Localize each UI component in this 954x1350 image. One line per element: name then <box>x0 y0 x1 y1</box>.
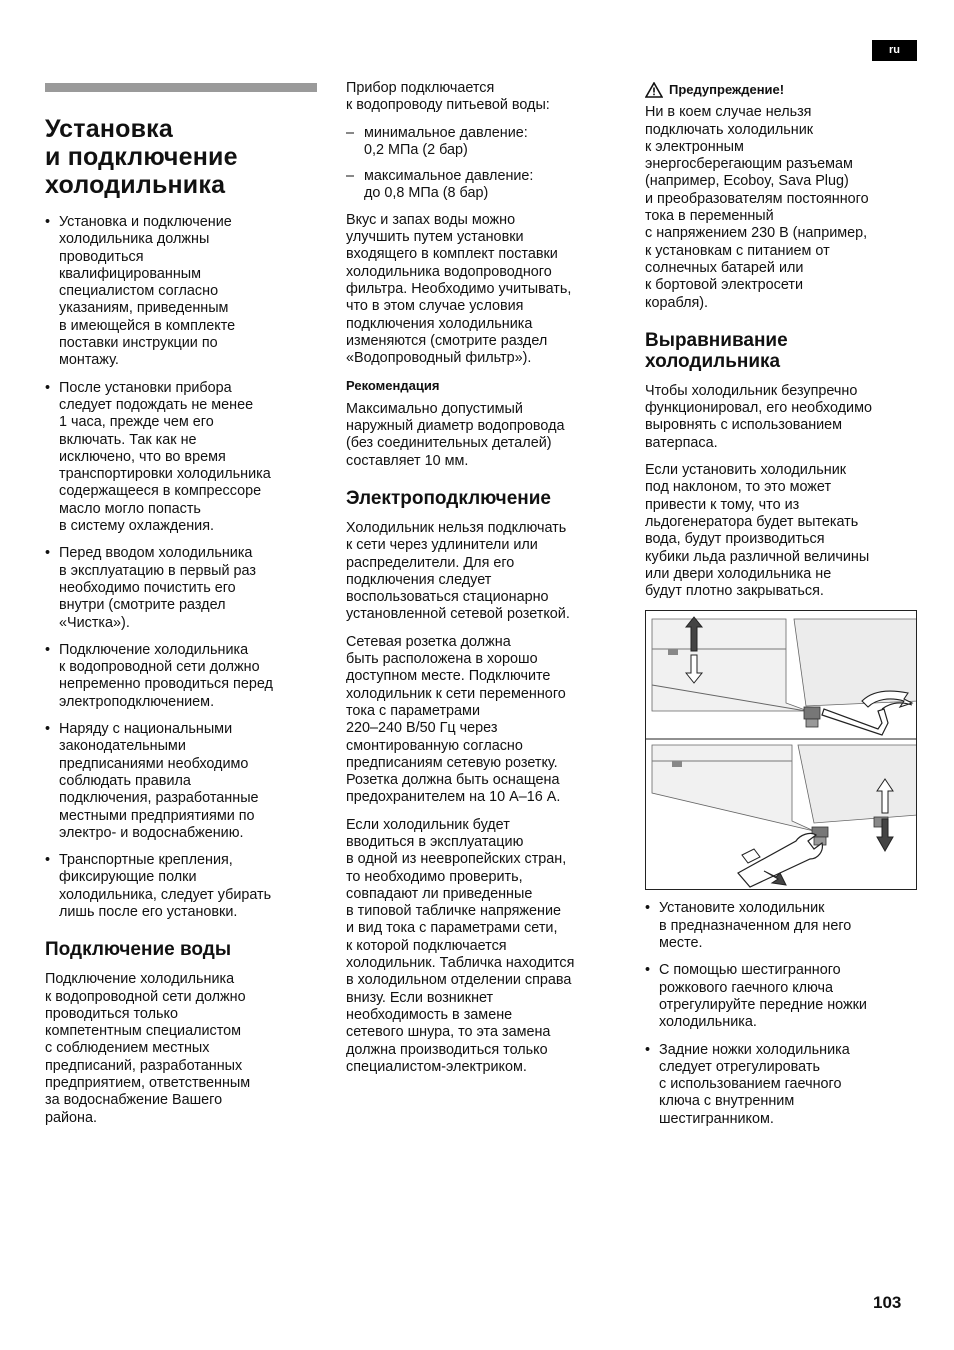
page-title: Установка и подключение холодильника <box>45 115 238 199</box>
warning-header <box>645 81 919 98</box>
warning-label: Предупреждение! <box>669 82 785 97</box>
language-badge: ru <box>872 40 917 61</box>
list-item: • Подключение холодильника к водопроводной сети должно непременно проводиться перед электроподключением. <box>45 642 317 711</box>
list-item: • Наряду с национальными законодательными предписаниями необходимо соблюдать правила подключения, разработанные местными предприятиями по электро- и водоснабжению. <box>45 721 317 842</box>
water-connection-text: Подключение холодильника к водопроводной сети должно проводиться только компетентным специалистом с соблюдением местных предписаний, разработанных предприятием, ответственным за водоснабжение Вашего района. <box>45 971 251 1126</box>
list-item: • Установите холодильник в предназначенном для него месте. <box>645 900 919 952</box>
recommendation-text: Максимально допустимый наружный диаметр водопровода (без соединительных деталей) составляет 10 мм. <box>346 400 565 469</box>
water-supply-intro: Прибор подключается к водопроводу питьевой воды: <box>346 80 550 114</box>
electrical-text-3: Если холодильник будет вводиться в эксплуатацию в одной из неевропейских стран, то необходимо проверить, совпадают ли приведенные в типовой табличке напряжение и вид тока с параметрами сети, к которой подключается холодильник. Табличка находится в холодильном отделении справа внизу. Если возникнет необходимость в замене сетевого шнура, то эта замена должна производиться только специалистом-электриком. <box>346 816 575 1075</box>
electrical-connection-heading: Электроподключение <box>346 487 551 509</box>
electrical-text-1: Холодильник нельзя подключать к сети через удлинители или распределители. Для его подключения следует воспользоваться стационарно установленной сетевой розеткой. <box>346 519 570 623</box>
list-item: • С помощью шестигранного рожкового гаечного ключа отрегулируйте передние ножки холодильника. <box>645 962 919 1031</box>
recommendation-label: Рекомендация <box>346 378 440 394</box>
electrical-text-2: Сетевая розетка должна быть расположена в хорошо доступном месте. Подключите холодильник к сети переменного тока с параметрами 220–240 В/50 Гц через смонтированную согласно предписаниям сетевую розетку. Розетка должна быть оснащена предохранителем на 10 А–16 А. <box>346 633 566 806</box>
front-feet-panel <box>646 611 917 739</box>
column-middle <box>346 80 620 1086</box>
leveling-text-1: Чтобы холодильник безупречно функционировал, его необходимо выровнять с использованием ватерпаса. <box>645 382 872 451</box>
leveling-text-2: Если установить холодильник под наклоном, то это может привести к тому, что из льдогенератора будет вытекать вода, будут производиться кубики льда различной величины или двери холодильника не будут плотно закрываться. <box>645 462 870 600</box>
leveling-heading: Выравнивание холодильника <box>645 329 788 372</box>
leveling-illustration <box>645 610 917 890</box>
column-right <box>645 80 919 1138</box>
list-item: • Транспортные крепления, фиксирующие полки холодильника, следует убирать лишь после его установки. <box>45 852 317 921</box>
list-item: – минимальное давление: 0,2 МПа (2 бар) <box>346 125 620 160</box>
column-left <box>45 80 317 1137</box>
water-filter-text: Вкус и запах воды можно улучшить путем установки входящего в комплект поставки холодильника водопроводного фильтра. Необходимо учитывать, что в этом случае условия подключения холодильника изменяются (смотрите раздел «Водопроводный фильтр»). <box>346 211 572 367</box>
water-connection-heading: Подключение воды <box>45 939 232 961</box>
rear-feet-panel <box>652 745 917 887</box>
page-number: 103 <box>873 1293 902 1312</box>
list-item: • Задние ножки холодильника следует отрегулировать с использованием гаечного ключа с внутренним шестигранником. <box>645 1042 919 1128</box>
list-item: – максимальное давление: до 0,8 МПа (8 бар) <box>346 168 620 203</box>
warning-triangle-icon <box>645 82 663 98</box>
section-rule <box>45 83 317 92</box>
list-item: • Перед вводом холодильника в эксплуатацию в первый раз необходимо почистить его внутри (смотрите раздел «Чистка»). <box>45 545 317 631</box>
warning-text: Ни в коем случае нельзя подключать холодильник к электронным энергосберегающим разъемам (например, Ecoboy, Sava Plug) и преобразователям постоянного тока в переменный с напряжением 230 В (например, к установкам с питанием от солнечных батарей или к бортовой электросети корабля). <box>645 104 869 311</box>
installation-bullet-list <box>45 214 317 921</box>
list-item: • После установки прибора следует подождать не менее 1 часа, прежде чем его включать. Так как не исключено, что во время транспортировки холодильника содержащееся в компрессоре масло могло попасть в систему охлаждения. <box>45 380 317 536</box>
pressure-list <box>346 125 620 203</box>
leveling-bullet-list <box>645 900 919 1128</box>
list-item: • Установка и подключение холодильника должны проводиться квалифицированным специалистом согласно указаниям, приведенным в имеющейся в комплекте поставки инструкции по монтажу. <box>45 214 317 370</box>
